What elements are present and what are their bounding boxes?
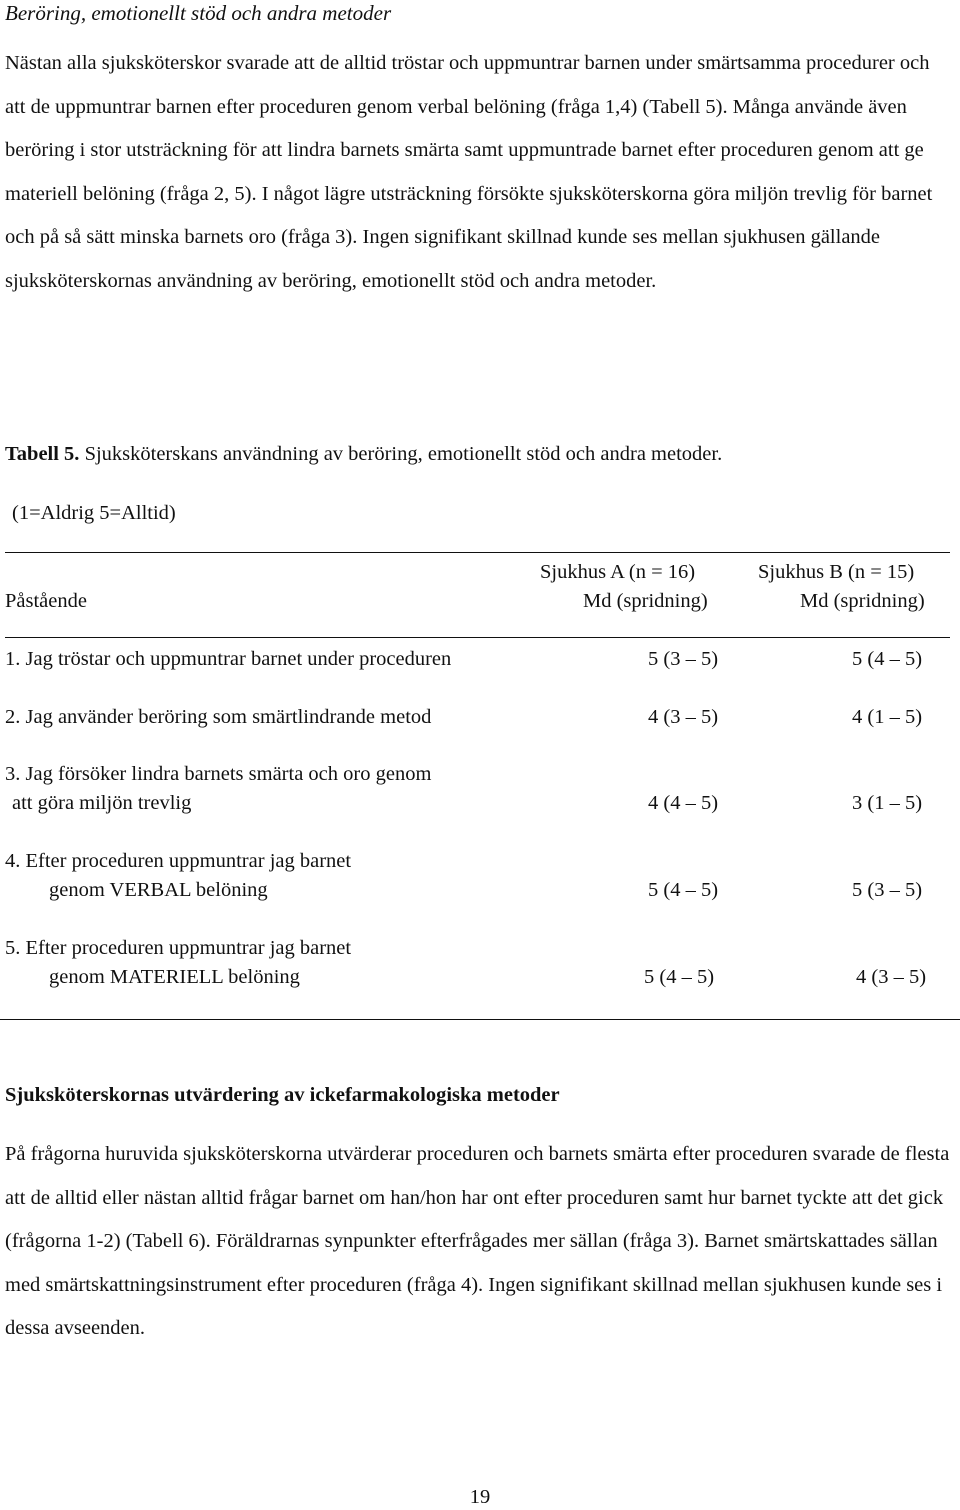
col-b-subheader: Md (spridning): [800, 590, 925, 612]
body-paragraph-2: På frågorna huruvida sjuksköterskorna utvärderar proceduren och barnets smärta efter proceduren svarade de flesta att de alltid eller nästan alltid frågar barnet om han/hon har ont efter proceduren samt hur barnet tyckte att det gick (frågorna 1-2) (Tabell 6). Föräldrarnas synpunkter efterfrågades mer sällan (fråga 3). Barnet smärtskattades sällan med smärtskattningsinstrument efter proceduren (fråga 4). Ingen signifikant skillnad mellan sjukhusen kunde ses i dessa avseenden.: [5, 1143, 950, 1340]
table-row-3-a: 4 (4 – 5): [648, 792, 719, 814]
table-row-4-a: 5 (4 – 5): [648, 879, 719, 901]
table-row-1-statement: 1. Jag tröstar och uppmuntrar barnet under proceduren: [5, 648, 452, 670]
col-a-subheader: Md (spridning): [583, 590, 708, 612]
table-row-4-statement: 4. Efter proceduren uppmuntrar jag barnet: [5, 850, 352, 872]
table-top-rule: [5, 552, 950, 553]
table-bottom-rule: [0, 1019, 960, 1020]
table-row-5-statement: 5. Efter proceduren uppmuntrar jag barnet: [5, 937, 352, 959]
col-a-header: Sjukhus A (n = 16): [540, 561, 696, 583]
table-label: Tabell 5.: [5, 443, 80, 465]
table-row-3-statement: 3. Jag försöker lindra barnets smärta och oro genom: [5, 763, 432, 785]
table-row-2-b: 4 (1 – 5): [852, 706, 923, 728]
table-row-5-a: 5 (4 – 5): [644, 966, 715, 988]
table-row-5-b: 4 (3 – 5): [856, 966, 927, 988]
table-row-2-statement: 2. Jag använder beröring som smärtlindrande metod: [5, 706, 432, 728]
table-header-rule: [5, 637, 950, 638]
table-row-3-b: 3 (1 – 5): [852, 792, 923, 814]
page-number: 19: [469, 1486, 491, 1508]
table-row-3-statement-cont: att göra miljön trevlig: [12, 792, 192, 814]
table-row-4-b: 5 (3 – 5): [852, 879, 923, 901]
statement-header: Påstående: [5, 590, 87, 612]
table-row-2-a: 4 (3 – 5): [648, 706, 719, 728]
table-row-5-statement-cont: genom MATERIELL belöning: [49, 966, 300, 988]
table-scale-note: (1=Aldrig 5=Alltid): [12, 502, 176, 524]
table-caption-text: Sjuksköterskans användning av beröring, emotionellt stöd och andra metoder.: [79, 443, 723, 465]
table-row-4-statement-cont: genom VERBAL belöning: [49, 879, 268, 901]
table-row-1-b: 5 (4 – 5): [852, 648, 923, 670]
table-row-1-a: 5 (3 – 5): [648, 648, 719, 670]
section-heading-evaluation: Sjuksköterskornas utvärdering av ickefarmakologiska metoder: [5, 1084, 560, 1106]
body-paragraph-1: Nästan alla sjuksköterskor svarade att de alltid tröstar och uppmuntrar barnen under smärtsamma procedurer och att de uppmuntrar barnen efter proceduren genom verbal belöning (fråga 1,4) (Tabell 5). Många använde även beröring i stor utsträckning för att lindra barnets smärta samt uppmuntrade barnet efter proceduren genom att ge materiell belöning (fråga 2, 5). I något lägre utsträckning försökte sjuksköterskorna göra miljön trevlig för barnet och på så sätt minska barnets oro (fråga 3). Ingen signifikant skillnad kunde ses mellan sjukhusen gällande sjuksköterskornas användning av beröring, emotionellt stöd och andra metoder.: [5, 52, 933, 292]
table-caption: [5, 441, 722, 467]
col-b-header: Sjukhus B (n = 15): [758, 561, 915, 583]
section-heading-touch: Beröring, emotionellt stöd och andra metoder: [5, 1, 392, 25]
